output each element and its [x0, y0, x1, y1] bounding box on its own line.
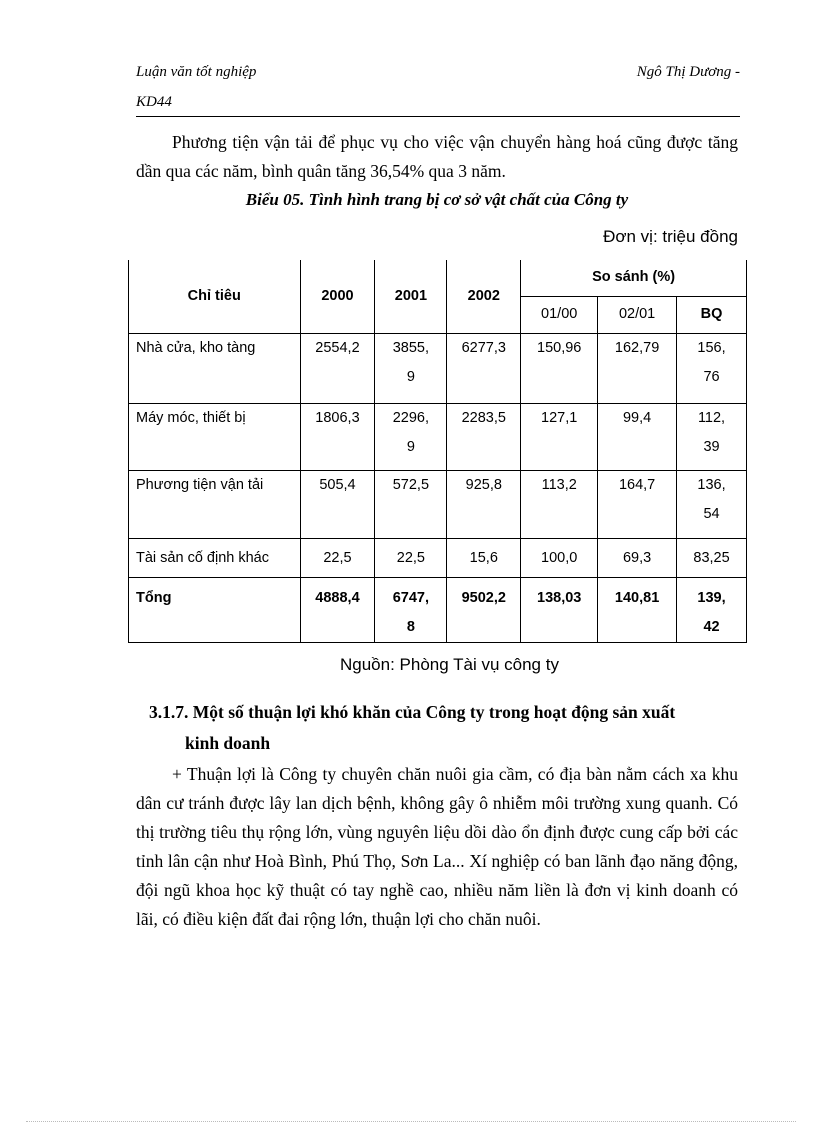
cell-2000: 2554,2: [300, 333, 375, 403]
cell-2001: 6747, 8: [375, 577, 447, 642]
header-compare: So sánh (%): [521, 260, 747, 296]
cell-01-00: 127,1: [521, 403, 598, 470]
row-label: Phương tiện vận tải: [129, 470, 301, 538]
cell-bq: 112, 39: [677, 403, 747, 470]
row-label: Tổng: [129, 577, 301, 642]
cell-2001: 2296, 9: [375, 403, 447, 470]
cell-01-00: 113,2: [521, 470, 598, 538]
row-label: Máy móc, thiết bị: [129, 403, 301, 470]
cell-02-01: 162,79: [598, 333, 677, 403]
cell-2001: 22,5: [375, 538, 447, 577]
table-row: [129, 403, 747, 470]
cell-02-01: 140,81: [598, 577, 677, 642]
header-divider: [136, 116, 740, 117]
table-row: [129, 470, 747, 538]
header-author: Ngô Thị Dương -: [636, 64, 740, 80]
row-label: Tài sản cố định khác: [129, 538, 301, 577]
header-indicator: Chỉ tiêu: [129, 260, 301, 333]
section-heading-line2: kinh doanh: [185, 733, 271, 753]
header-2002: 2002: [447, 260, 521, 333]
body-paragraph: + Thuận lợi là Công ty chuyên chăn nuôi gia cầm, có địa bàn nằm cách xa khu dân cư tránh được lây lan dịch bệnh, không gây ô nhiễm môi trường xung quanh. Có thị trường tiêu thụ rộng lớn, vùng nguyên liệu dồi dào ổn định được cung cấp bởi các tỉnh lân cận như Hoà Bình, Phú Thọ, Sơn La... Xí nghiệp có ban lãnh đạo năng động, đội ngũ khoa học kỹ thuật có tay nghề cao, nhiều năm liền là đơn vị kinh doanh có lãi, có điều kiện đất đai rộng lớn, thuận lợi cho chăn nuôi.: [136, 764, 738, 929]
cell-02-01: 69,3: [598, 538, 677, 577]
section-heading-line1: 3.1.7. Một số thuận lợi khó khăn của Công ty trong hoạt động sản xuất: [149, 702, 676, 722]
cell-bq: 83,25: [677, 538, 747, 577]
header-class-code: KD44: [136, 94, 172, 110]
cell-2002: 15,6: [447, 538, 521, 577]
cell-2000: 4888,4: [300, 577, 375, 642]
table-row-total: [129, 577, 747, 642]
cell-2000: 505,4: [300, 470, 375, 538]
page-bottom-border: [26, 1121, 796, 1122]
cell-01-00: 150,96: [521, 333, 598, 403]
cell-2001: 572,5: [375, 470, 447, 538]
cell-02-01: 164,7: [598, 470, 677, 538]
unit-label: Đơn vị: triệu đồng: [603, 227, 738, 246]
cell-bq: 136, 54: [677, 470, 747, 538]
table-caption: Biểu 05. Tình hình trang bị cơ sở vật chất của Công ty: [245, 190, 629, 209]
header-thesis-label: Luận văn tốt nghiệp: [136, 64, 257, 80]
header-2000: 2000: [300, 260, 375, 333]
cell-2002: 6277,3: [447, 333, 521, 403]
header-2001: 2001: [375, 260, 447, 333]
cell-2002: 9502,2: [447, 577, 521, 642]
cell-2002: 2283,5: [447, 403, 521, 470]
section-heading: [149, 697, 741, 759]
table-row: [129, 333, 747, 403]
row-label: Nhà cửa, kho tàng: [129, 333, 301, 403]
header-bq: BQ: [677, 296, 747, 333]
cell-01-00: 138,03: [521, 577, 598, 642]
cell-02-01: 99,4: [598, 403, 677, 470]
table-row: [129, 538, 747, 577]
cell-2000: 1806,3: [300, 403, 375, 470]
assets-table: [128, 260, 747, 643]
header-02-01: 02/01: [598, 296, 677, 333]
cell-bq: 139, 42: [677, 577, 747, 642]
cell-bq: 156, 76: [677, 333, 747, 403]
intro-paragraph: Phương tiện vận tải để phục vụ cho việc vận chuyển hàng hoá cũng được tăng dần qua các năm, bình quân tăng 36,54% qua 3 năm.: [136, 132, 738, 181]
cell-2002: 925,8: [447, 470, 521, 538]
cell-2000: 22,5: [300, 538, 375, 577]
cell-2001: 3855, 9: [375, 333, 447, 403]
table-source: Nguồn: Phòng Tài vụ công ty: [340, 655, 559, 674]
cell-01-00: 100,0: [521, 538, 598, 577]
header-01-00: 01/00: [521, 296, 598, 333]
